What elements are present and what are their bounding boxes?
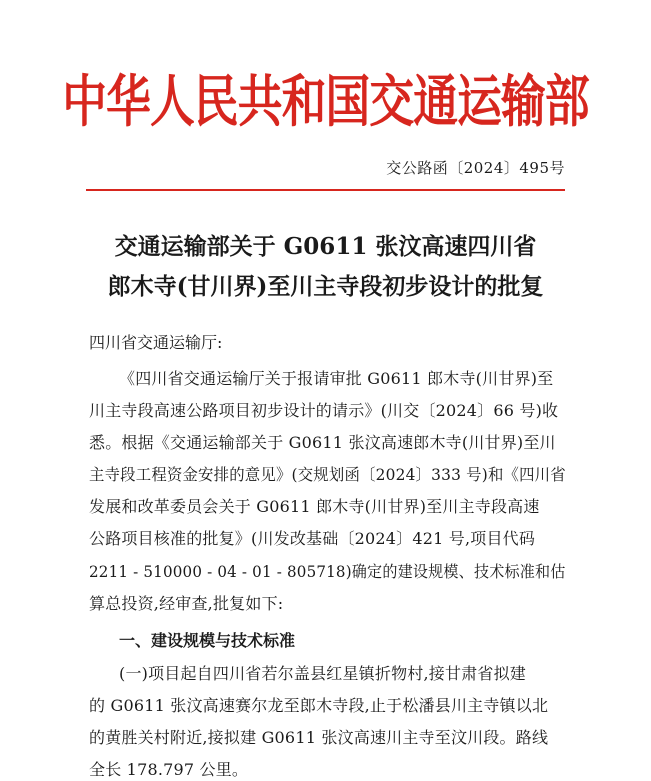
document-number: 交公路函〔2024〕495号 bbox=[386, 159, 565, 177]
section-heading: 一、建设规模与技术标准 bbox=[119, 631, 296, 650]
masthead-title: 中华人民共和国交通运输部 bbox=[62, 69, 589, 135]
paragraph-2-line: 全长 178.797 公里。 bbox=[89, 760, 249, 779]
paragraph-1-line: 川主寺段高速公路项目初步设计的请示》(川交〔2024〕66 号)收 bbox=[89, 401, 559, 420]
paragraph-1-line: 发展和改革委员会关于 G0611 郎木寺(川甘界)至川主寺段高速 bbox=[89, 497, 540, 516]
paragraph-2-line: 的黄胜关村附近,接拟建 G0611 张汶高速川主寺至汶川段。路线 bbox=[89, 728, 549, 747]
document-title-line-1: 交通运输部关于 G0611 张汶高速四川省 bbox=[114, 233, 537, 260]
paragraph-1-line: 公路项目核准的批复》(川发改基础〔2024〕421 号,项目代码 bbox=[89, 529, 536, 548]
paragraph-1-line: 《四川省交通运输厅关于报请审批 G0611 郎木寺(川甘界)至 bbox=[119, 369, 554, 388]
paragraph-2-line: 的 G0611 张汶高速赛尔龙至郎木寺段,止于松潘县川主寺镇以北 bbox=[89, 696, 549, 715]
paragraph-1-line: 悉。根据《交通运输部关于 G0611 张汶高速郎木寺(川甘界)至川 bbox=[89, 433, 556, 452]
paragraph-1-line: 主寺段工程资金安排的意见》(交规划函〔2024〕333 号)和《四川省 bbox=[89, 465, 566, 484]
paragraph-1-line: 2211 - 510000 - 04 - 01 - 805718)确定的建设规模、技术标准和估 bbox=[89, 562, 566, 581]
document-title-line-2: 郎木寺(甘川界)至川主寺段初步设计的批复 bbox=[107, 273, 544, 300]
red-divider-line bbox=[86, 189, 565, 191]
addressee: 四川省交通运输厅: bbox=[89, 333, 223, 352]
paragraph-1-line: 算总投资,经审查,批复如下: bbox=[89, 594, 284, 613]
paragraph-2-line: (一)项目起自四川省若尔盖县红星镇折物村,接甘肃省拟建 bbox=[119, 664, 526, 683]
